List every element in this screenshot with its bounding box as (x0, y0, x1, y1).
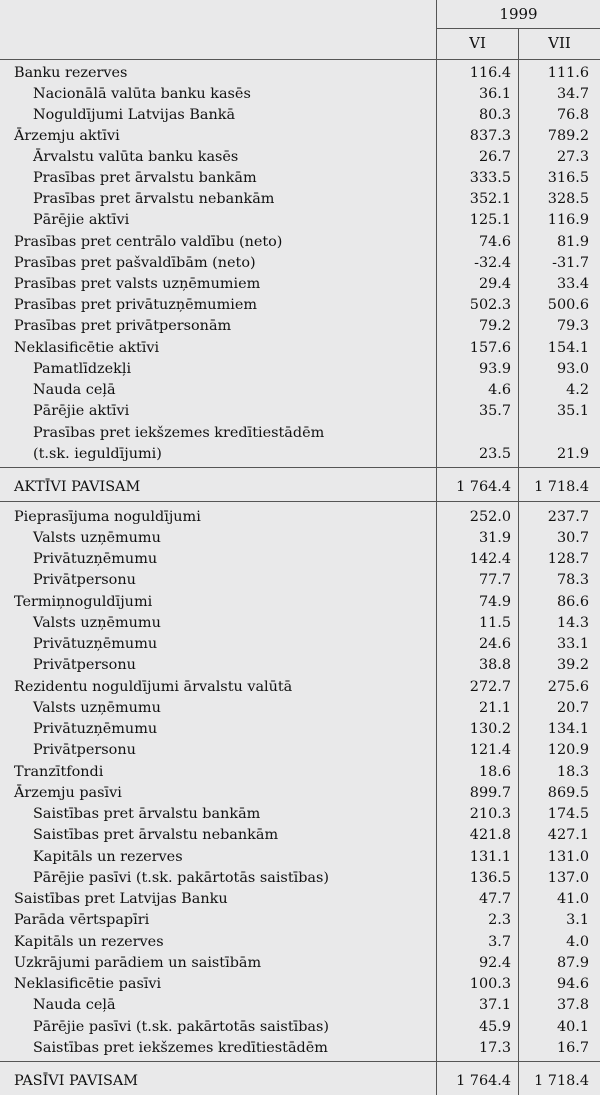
value-vi: -32.4 (474, 255, 511, 271)
row-label: Prasības pret ārvalstu nebankām (33, 191, 275, 207)
row-label: (t.sk. ieguldījumi) (33, 446, 162, 462)
value-vi: 45.9 (478, 1019, 511, 1035)
row-label: Valsts uzņēmumu (33, 615, 161, 631)
row-label: Tranzītfondi (14, 764, 104, 780)
value-vii: 137.0 (547, 870, 589, 886)
value-vi: 125.1 (469, 212, 511, 228)
value-vi: 210.3 (469, 806, 511, 822)
value-vii: 869.5 (547, 785, 589, 801)
value-vi: 38.8 (478, 657, 511, 673)
row-label: Nauda ceļā (33, 382, 116, 398)
value-vi: 74.6 (478, 234, 511, 250)
value-vi: 93.9 (478, 361, 511, 377)
value-vii: 134.1 (547, 721, 589, 737)
row-label: Privātuzņēmumu (33, 551, 158, 567)
value-vi: 421.8 (469, 827, 511, 843)
value-vi: 352.1 (469, 191, 511, 207)
value-vii: 427.1 (547, 827, 589, 843)
value-vi: 4.6 (488, 382, 511, 398)
value-vi: 35.7 (478, 403, 511, 419)
column-divider-1 (436, 0, 437, 1095)
value-vii: 39.2 (556, 657, 589, 673)
value-vi: 130.2 (469, 721, 511, 737)
value-vii: 16.7 (556, 1040, 589, 1056)
value-vii: 789.2 (547, 128, 589, 144)
header-year: 1999 (499, 5, 538, 23)
value-vi: 2.3 (488, 912, 511, 928)
value-vi: 116.4 (469, 65, 511, 81)
value-vi: 333.5 (469, 170, 511, 186)
value-vii: 116.9 (547, 212, 589, 228)
row-label: Prasības pret privātpersonām (14, 318, 232, 334)
row-label: Prasības pret valsts uzņēmumiem (14, 276, 261, 292)
row-label: Privātpersonu (33, 742, 136, 758)
value-vii: 3.1 (566, 912, 589, 928)
row-label: Pārējie aktīvi (33, 403, 130, 419)
row-label: Ārvalstu valūta banku kasēs (33, 149, 239, 165)
value-vii: 79.3 (556, 318, 589, 334)
row-label: Saistības pret Latvijas Banku (14, 891, 228, 907)
row-label: Termiņnoguldījumi (14, 594, 153, 610)
row-label: Nauda ceļā (33, 997, 116, 1013)
value-vii: 93.0 (556, 361, 589, 377)
row-label: Valsts uzņēmumu (33, 530, 161, 546)
value-vii: 131.0 (547, 849, 589, 865)
value-vi: 1 764.4 (456, 479, 511, 495)
value-vi: 252.0 (469, 509, 511, 525)
value-vi: 79.2 (478, 318, 511, 334)
value-vii: 237.7 (547, 509, 589, 525)
value-vii: 33.4 (556, 276, 589, 292)
value-vii: 35.1 (556, 403, 589, 419)
row-label: Saistības pret iekšzemes kredītiestādēm (33, 1040, 328, 1056)
row-label: Privātpersonu (33, 657, 136, 673)
value-vi: 142.4 (469, 551, 511, 567)
value-vii: 37.8 (556, 997, 589, 1013)
value-vii: 87.9 (556, 955, 589, 971)
row-label: Uzkrājumi parādiem un saistībām (14, 955, 262, 971)
row-label: Privātuzņēmumu (33, 636, 158, 652)
value-vii: 78.3 (556, 572, 589, 588)
row-label: Rezidentu noguldījumi ārvalstu valūtā (14, 679, 293, 695)
value-vii: -31.7 (552, 255, 589, 271)
row-label: Prasības pret centrālo valdību (neto) (14, 234, 283, 250)
row-label: Parāda vērtspapīri (14, 912, 150, 928)
value-vii: 33.1 (556, 636, 589, 652)
value-vii: 40.1 (556, 1019, 589, 1035)
row-label: Nacionālā valūta banku kasēs (33, 86, 251, 102)
value-vii: 81.9 (556, 234, 589, 250)
row-label: Privātuzņēmumu (33, 721, 158, 737)
value-vii: 174.5 (547, 806, 589, 822)
value-vi: 24.6 (478, 636, 511, 652)
value-vi: 121.4 (469, 742, 511, 758)
value-vii: 20.7 (556, 700, 589, 716)
row-label: Saistības pret ārvalstu nebankām (33, 827, 279, 843)
value-vii: 41.0 (556, 891, 589, 907)
value-vi: 29.4 (478, 276, 511, 292)
value-vi: 37.1 (478, 997, 511, 1013)
value-vi: 80.3 (478, 107, 511, 123)
header-rule (0, 59, 600, 60)
row-label: Kapitāls un rezerves (14, 934, 164, 950)
row-label: Banku rezerves (14, 65, 128, 81)
row-label: Pārējie pasīvi (t.sk. pakārtotās saistības) (33, 870, 329, 886)
value-vii: 500.6 (547, 297, 589, 313)
value-vii: 1 718.4 (534, 479, 589, 495)
value-vi: 47.7 (478, 891, 511, 907)
column-divider-2 (518, 28, 519, 1095)
value-vi: 157.6 (469, 340, 511, 356)
row-label: Kapitāls un rezerves (33, 849, 183, 865)
liabilities-total-rule-top (0, 1061, 600, 1062)
header-col-vi: VI (469, 34, 486, 52)
value-vii: 1 718.4 (534, 1073, 589, 1089)
row-label: Neklasificētie pasīvi (14, 976, 162, 992)
row-label: Pārējie aktīvi (33, 212, 130, 228)
value-vi: 100.3 (469, 976, 511, 992)
value-vi: 36.1 (478, 86, 511, 102)
row-label: Prasības pret pašvaldībām (neto) (14, 255, 256, 271)
value-vi: 3.7 (488, 934, 511, 950)
value-vii: 120.9 (547, 742, 589, 758)
row-label: Saistības pret ārvalstu bankām (33, 806, 261, 822)
row-label: Ārzemju pasīvi (14, 785, 122, 801)
value-vi: 17.3 (478, 1040, 511, 1056)
row-label: AKTĪVI PAVISAM (14, 479, 141, 495)
value-vii: 328.5 (547, 191, 589, 207)
value-vi: 899.7 (469, 785, 511, 801)
value-vii: 30.7 (556, 530, 589, 546)
value-vii: 76.8 (556, 107, 589, 123)
value-vii: 18.3 (556, 764, 589, 780)
value-vi: 23.5 (478, 446, 511, 462)
row-label: Pamatlīdzekļi (33, 361, 132, 377)
value-vi: 77.7 (478, 572, 511, 588)
row-label: Valsts uzņēmumu (33, 700, 161, 716)
row-label: Prasības pret ārvalstu bankām (33, 170, 257, 186)
value-vi: 136.5 (469, 870, 511, 886)
value-vi: 18.6 (478, 764, 511, 780)
value-vi: 26.7 (478, 149, 511, 165)
value-vii: 14.3 (556, 615, 589, 631)
value-vii: 4.2 (566, 382, 589, 398)
value-vi: 21.1 (478, 700, 511, 716)
value-vii: 4.0 (566, 934, 589, 950)
value-vii: 275.6 (547, 679, 589, 695)
row-label: PASĪVI PAVISAM (14, 1073, 139, 1089)
header-col-vii: VII (548, 34, 571, 52)
value-vi: 74.9 (478, 594, 511, 610)
row-label: Prasības pret privātuzņēmumiem (14, 297, 257, 313)
row-label: Pārējie pasīvi (t.sk. pakārtotās saistības) (33, 1019, 329, 1035)
assets-total-rule-bottom (0, 501, 600, 502)
value-vii: 111.6 (547, 65, 589, 81)
row-label: Pieprasījuma noguldījumi (14, 509, 201, 525)
value-vii: 86.6 (556, 594, 589, 610)
value-vi: 837.3 (469, 128, 511, 144)
value-vi: 502.3 (469, 297, 511, 313)
value-vii: 94.6 (556, 976, 589, 992)
row-label: Prasības pret iekšzemes kredītiestādēm (33, 425, 325, 441)
value-vi: 272.7 (469, 679, 511, 695)
value-vii: 154.1 (547, 340, 589, 356)
header-rule-year (436, 28, 600, 29)
value-vi: 131.1 (469, 849, 511, 865)
value-vi: 1 764.4 (456, 1073, 511, 1089)
row-label: Ārzemju aktīvi (14, 128, 120, 144)
value-vii: 27.3 (556, 149, 589, 165)
value-vii: 21.9 (556, 446, 589, 462)
row-label: Privātpersonu (33, 572, 136, 588)
value-vi: 11.5 (478, 615, 511, 631)
assets-total-rule-top (0, 467, 600, 468)
value-vi: 92.4 (478, 955, 511, 971)
row-label: Neklasificētie aktīvi (14, 340, 160, 356)
row-label: Noguldījumi Latvijas Bankā (33, 107, 236, 123)
value-vii: 316.5 (547, 170, 589, 186)
value-vii: 128.7 (547, 551, 589, 567)
value-vii: 34.7 (556, 86, 589, 102)
value-vi: 31.9 (478, 530, 511, 546)
